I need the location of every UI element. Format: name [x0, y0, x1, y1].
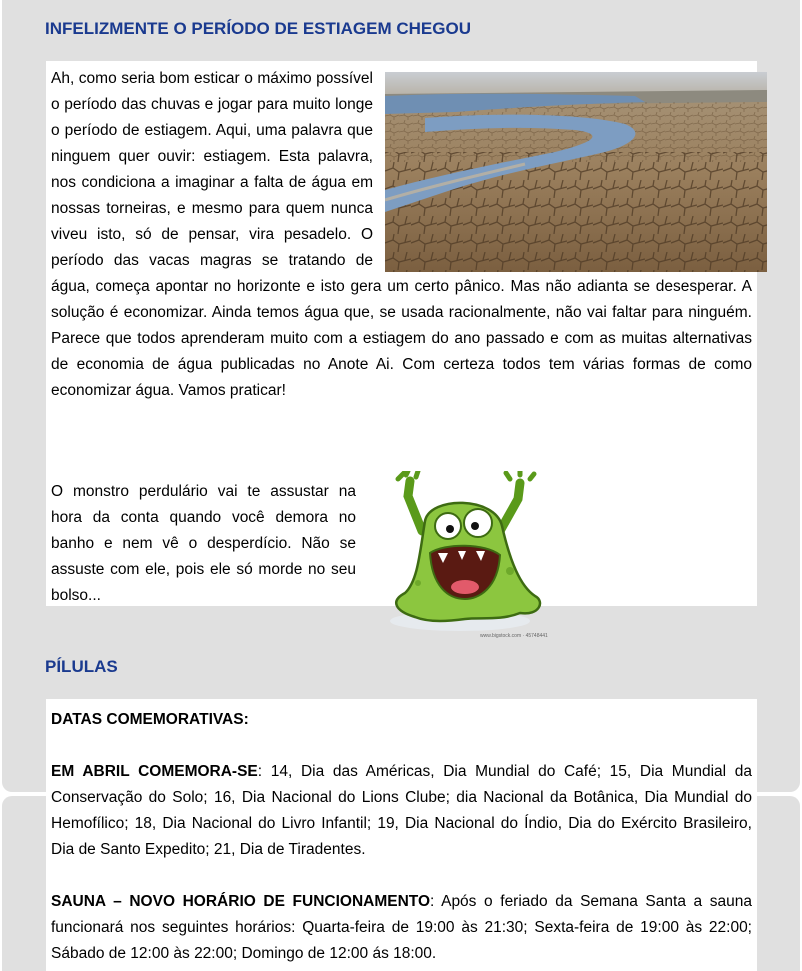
abril-paragraph: [51, 759, 752, 863]
sauna-paragraph: [51, 889, 752, 967]
section-heading-estiagem: INFELIZMENTE O PERÍODO DE ESTIAGEM CHEGOU: [45, 19, 471, 38]
abril-label: EM ABRIL COMEMORA-SE: [51, 763, 258, 780]
article-paragraph-2: O monstro perdulário vai te assustar na hora da conta quando você demora no banho e nem vê o desperdício. Não se assuste com ele, pois ele só morde no seu bolso...: [51, 483, 356, 604]
image-credit: www.bigstock.com · 45748441: [480, 633, 548, 639]
section-heading-pilulas: PÍLULAS: [45, 657, 118, 676]
article-box-estiagem: [46, 61, 757, 639]
article-box-pilulas: [46, 699, 757, 971]
drought-riverbed-image: [385, 72, 767, 272]
abril-text: : 14, Dia das Américas, Dia Mundial do Café; 15, Dia Mundial da Conservação do Solo; 16, Dia Nacional do Lions Clube; dia Nacional da Botânica, Dia Mundial do Hemofílico; 18, Dia Nacional do Livro Infantil; 19, Dia Nacional do Índio, Dia do Exército Brasileiro, Dia de Santo Expedito; 21, Dia de Tiradentes.: [51, 763, 752, 858]
sauna-label: SAUNA – NOVO HORÁRIO DE FUNCIONAMENTO: [51, 893, 431, 910]
article-paragraph-1: Ah, como seria bom esticar o máximo possível o período das chuvas e jogar para muito longe o período de estiagem. Aqui, uma palavra que ninguem quer ouvir: estiagem. Esta palavra, nos condiciona a imaginar a falta de água em nossas torneiras, e mesmo para quem nunca viveu isto, só de pensar, vira pesadelo. O período das vacas magras se tratando de água, começa apontar no horizonte e isto gera um certo pânico. Mas não adianta se desesperar. A solução é economizar. Ainda temos água que, se usada racionalmente, não vai faltar para ninguém. Parece que todos aprenderam muito com a estiagem do ano passado e com as muitas alternativas de economia de água publicadas no Anote Ai. Com certeza todos tem várias formas de como economizar água. Vamos praticar!: [51, 70, 752, 399]
datas-comemorativas-title: DATAS COMEMORATIVAS:: [51, 711, 249, 728]
sauna-text: : Após o feriado da Semana Santa a sauna funcionará nos seguintes horários: Quarta-feira de 19:00 às 21:30; Sexta-feira de 19:00 às 22:00; Sábado de 12:00 às 22:00; Domingo de 12:00 ás 18:00.: [51, 893, 752, 962]
green-monster-illustration: [370, 471, 550, 641]
